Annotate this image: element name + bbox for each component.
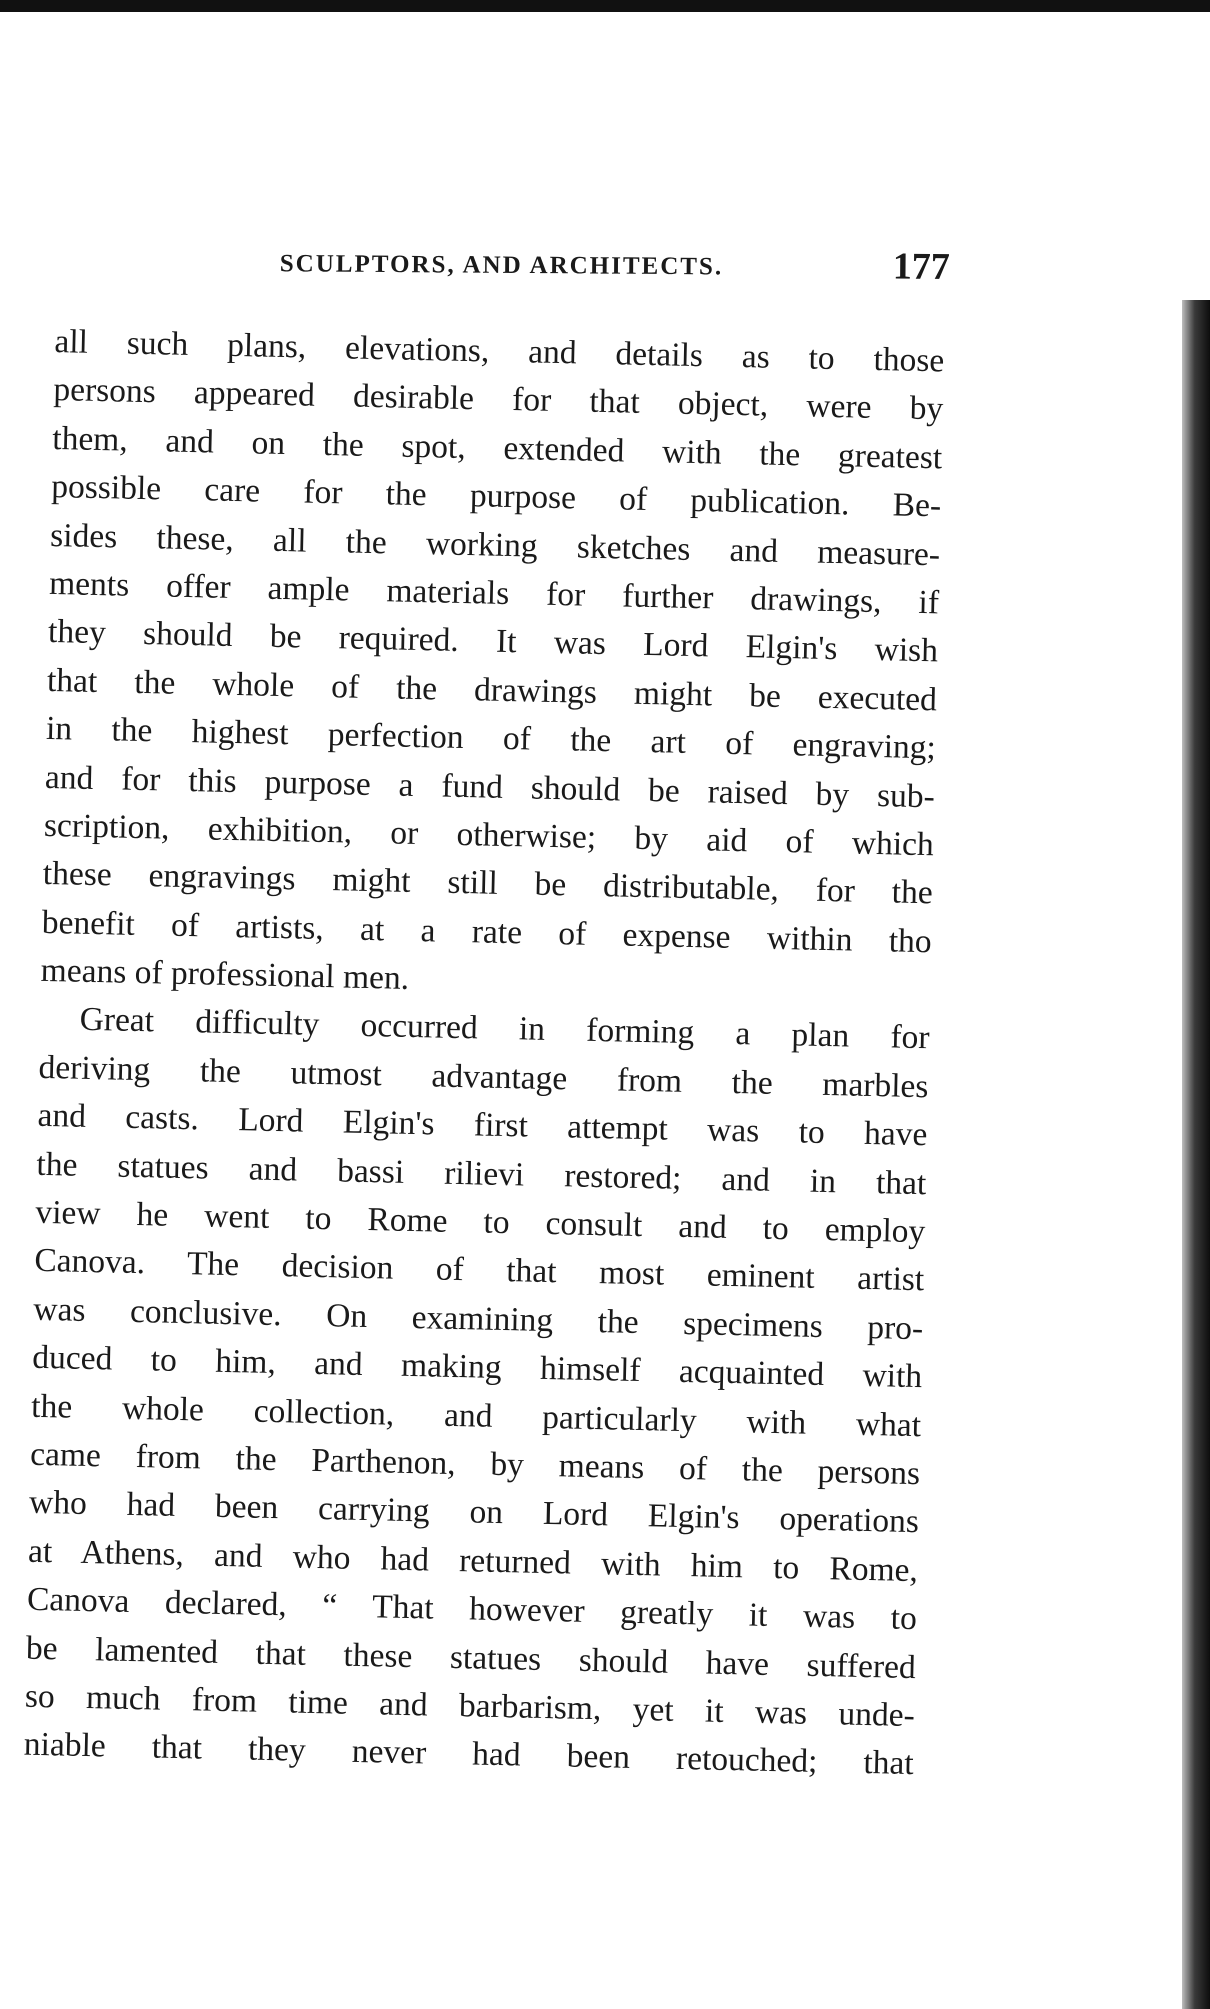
text-line: scription, exhibition, or otherwise; by aid of which (43, 806, 935, 864)
text-line: benefit of artists, at a rate of expense within tho (41, 903, 933, 960)
text-line: them, and on the spot, extended with the greatest (51, 419, 943, 477)
text-line: ments offer ample materials for further drawings, if (48, 564, 940, 622)
text-line: the whole collection, and particularly with what (30, 1387, 922, 1444)
paragraph-1 (40, 318, 945, 1015)
text-line: means of professional men. (40, 951, 410, 997)
text-line: view he went to Rome to consult and to employ (35, 1193, 926, 1251)
text-line: the statues and bassi rilievi restored; and in that (36, 1145, 927, 1202)
text-line: came from the Parthenon, by means of the persons (29, 1435, 921, 1493)
text-line: Canova declared, “ That however greatly it was to (26, 1580, 918, 1638)
running-head-title: SCULPTORS, AND ARCHITECTS. (279, 250, 724, 281)
text-line: niable that they never had been retouched; that (23, 1725, 915, 1783)
text-line: possible care for the purpose of publication. Be- (50, 468, 942, 525)
text-line: these engravings might still be distributable, for the (42, 855, 934, 912)
text-line: they should be required. It was Lord Elgin's wish (47, 613, 939, 670)
text-line: sides these, all the working sketches and measure- (49, 516, 941, 573)
text-line: that the whole of the drawings might be executed (46, 661, 938, 719)
text-line: and for this purpose a fund should be raised by sub- (44, 758, 936, 815)
page-number: 177 (892, 245, 950, 288)
paragraph-2 (23, 995, 930, 1788)
text-line: was conclusive. On examining the specimens pro- (32, 1290, 924, 1347)
text-line: all such plans, elevations, and details as to those (54, 322, 945, 380)
text-line: duced to him, and making himself acquainted with (31, 1338, 923, 1396)
text-line: at Athens, and who had returned with him to Rome, (27, 1532, 919, 1589)
text-line: be lamented that these statues should have suffered (25, 1629, 917, 1686)
text-line: in the highest perfection of the art of engraving; (45, 710, 937, 767)
text-line: and casts. Lord Elgin's first attempt was to have (37, 1097, 928, 1154)
text-line: Canova. The decision of that most eminent artist (34, 1242, 925, 1299)
text-line: who had been carrying on Lord Elgin's operations (28, 1484, 920, 1541)
text-line: so much from time and barbarism, yet it was unde- (24, 1677, 916, 1735)
running-head (240, 240, 960, 305)
body-text (23, 318, 944, 1789)
text-line: deriving the utmost advantage from the marbles (38, 1048, 929, 1106)
text-line: Great difficulty occurred in forming a plan for (79, 1001, 930, 1057)
text-line: persons appeared desirable for that object, were by (53, 371, 944, 428)
